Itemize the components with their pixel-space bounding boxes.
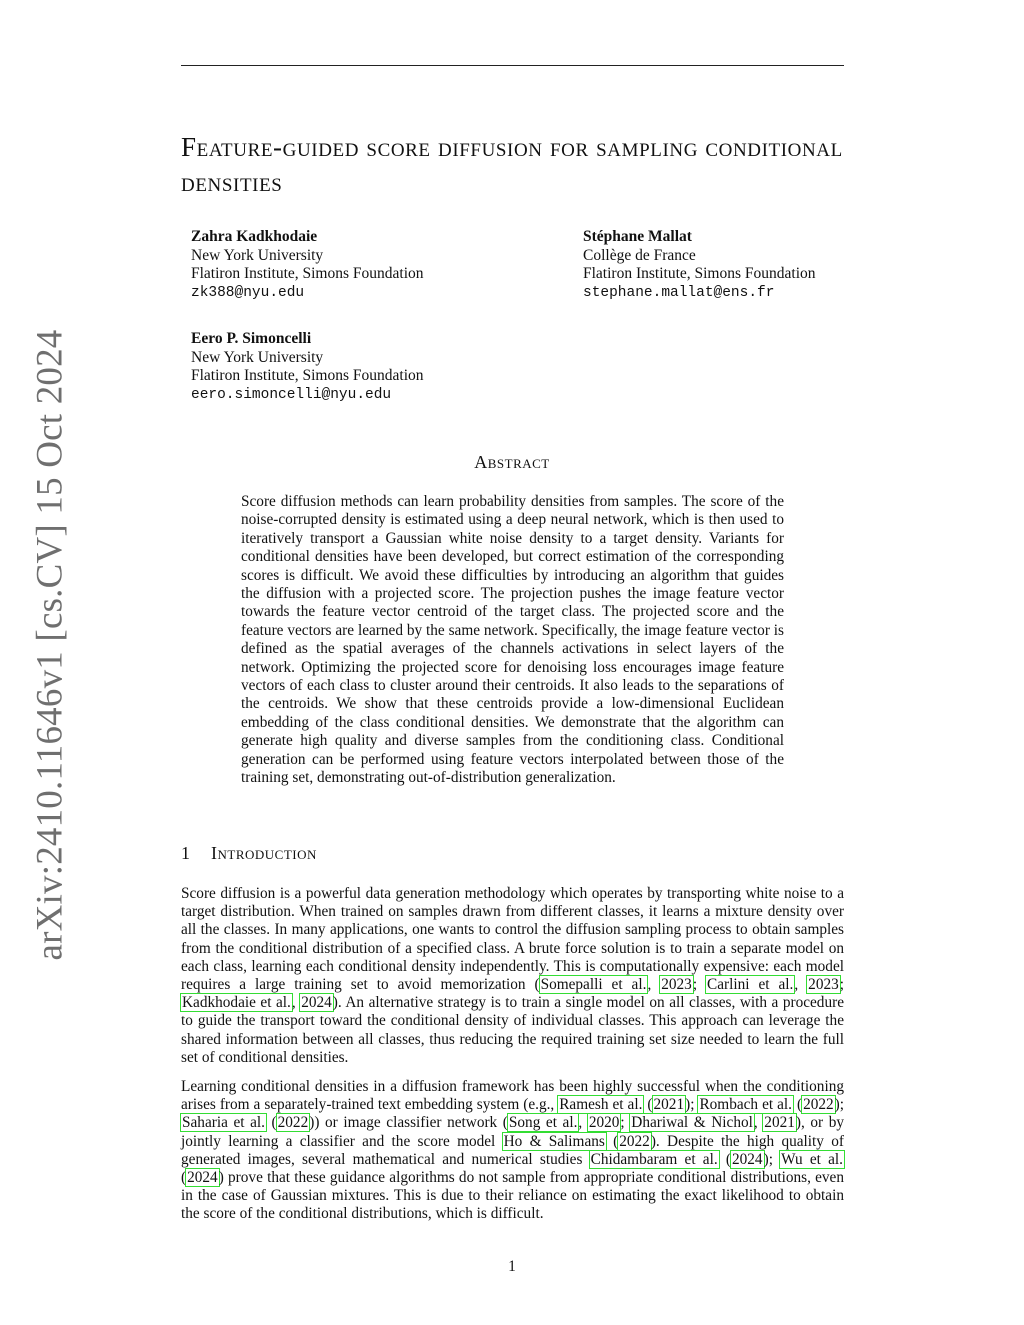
citation-link[interactable]: 2022 <box>803 1096 834 1114</box>
author-name: Stéphane Mallat <box>583 228 692 245</box>
citation-link[interactable]: 2022 <box>619 1132 650 1150</box>
citation-link[interactable]: 2023 <box>808 976 839 994</box>
para-text: Learning conditional densities in a diffusion framework has been highly successful when the conditioning arises from a separately-trained text embedding system (e.g., <box>181 1078 844 1114</box>
citation-link[interactable]: 2022 <box>277 1114 309 1132</box>
section-number: 1 <box>181 843 191 863</box>
para-text: ) or image classifier network ( <box>314 1114 508 1132</box>
section-title: Introduction <box>211 843 317 863</box>
para-text: ; <box>839 1096 845 1114</box>
para-text: ; <box>768 1150 781 1168</box>
top-rule <box>181 65 844 66</box>
page-number: 1 <box>508 1258 516 1275</box>
para-text: . Despite the high quality of generated images, several mathematical and numerical studies <box>181 1132 844 1168</box>
author-name: Eero P. Simoncelli <box>191 330 312 347</box>
para-text: ; <box>692 976 707 994</box>
citation-link[interactable]: 2021 <box>764 1114 795 1132</box>
para-text: ; <box>839 976 845 994</box>
citation-link[interactable]: Ho & Salimans <box>503 1132 605 1150</box>
author-email[interactable]: stephane.mallat@ens.fr <box>583 284 775 301</box>
author-block-3 <box>191 330 424 404</box>
citation-link[interactable]: 2023 <box>661 976 692 994</box>
para-text: ; <box>690 1096 699 1114</box>
author-name: Zahra Kadkhodaie <box>191 228 318 245</box>
intro-paragraph-2: Learning conditional densities in a diffusion framework has been highly successful when the conditioning arises from a separately-trained text embedding system (e.g., Ramesh et al. (2021); Rombach et al. (2022); Saharia et al. (2022)) or image classifier network (Song et al., 2020; Dhariwal & Nichol, 2021), or by jointly learning a classifier and the score model Ho & Salimans (2022). Despite the high quality of generated images, several mathematical and numerical studies Chidambaram et al. (2024); Wu et al. (2024) prove that these guidance algorithms do not sample from appropriate conditional distributions, even in the case of Gaussian mixtures. This is due to their reliance on estimating the exact likelihood to obtain the score of the conditional distributions, which is difficult. <box>181 1078 845 1223</box>
citation-link[interactable]: Chidambaram et al. <box>590 1150 718 1168</box>
citation-link[interactable]: Dhariwal & Nichol <box>631 1114 753 1132</box>
abstract-text: Score diffusion methods can learn probability densities from samples. The score of the noise-corrupted density is estimated using a deep neural network, which is then used to iteratively transport a Gaussian white noise density to a target density. Variants for conditional densities have been developed, but correct estimation of the corresponding scores is difficult. We avoid these difficulties by introducing an algorithm that guides the diffusion with a projected score. The projection pushes the image feature vector towards the feature vector centroid of the target class. The projected score and the feature vectors are learned by the same network. Specifically, the image feature vector is defined as the spatial averages of the channels activations in select layers of the network. Optimizing the projected score for denoising loss encourages image feature vectors of each class to cluster around their centroids. It also leads to the separations of the centroids. We show that these centroids provide a low-dimensional Euclidean embedding of the class conditional densities. We demonstrate that the algorithm can generate high quality and diverse samples from the conditioning class. Conditional generation can be performed using feature vectors interpolated between those of the training set, demonstrating out-of-distribution generalization. <box>241 493 784 787</box>
author-affiliation: New York University <box>191 348 324 366</box>
citation-link[interactable]: 2021 <box>653 1096 685 1114</box>
citation-link[interactable]: Saharia et al. <box>182 1114 265 1132</box>
author-email[interactable]: eero.simoncelli@nyu.edu <box>191 386 392 403</box>
author-affiliation: Flatiron Institute, Simons Foundation <box>191 265 424 282</box>
citation-link[interactable]: 2024 <box>301 994 332 1012</box>
arxiv-sidebar-stamp: arXiv:2410.11646v1 [cs.CV] 15 Oct 2024 <box>29 329 71 961</box>
author-affiliation: Flatiron Institute, Simons Foundation <box>191 367 424 384</box>
author-affiliation: Collège de France <box>583 246 696 264</box>
section-heading-introduction <box>181 843 317 864</box>
citation-link[interactable]: Rombach et al. <box>699 1096 792 1114</box>
citation-link[interactable]: Somepalli et al. <box>540 976 647 994</box>
citation-link[interactable]: 2020 <box>588 1114 620 1132</box>
author-affiliation: New York University <box>191 246 324 264</box>
citation-link[interactable]: Ramesh et al. <box>559 1096 643 1114</box>
intro-paragraph-1: Score diffusion is a powerful data generation methodology which operates by transporting white noise to a target distribution. When trained on samples drawn from different classes, it learns a mixture density over all the classes. In many applications, one wants to control the diffusion sampling process to obtain samples from the conditional distribution of a specified class. A brute force solution is to train a separate model on each class, learning each conditional density independently. This is computationally expensive: each model requires a large training set to avoid memorization (Somepalli et al., 2023; Carlini et al., 2023; Kadkhodaie et al., 2024). An alternative strategy is to train a single model on all classes, with a procedure to guide the transport toward the conditional density of individual classes. This approach can leverage the shared information between all classes, thus reducing the required training set size needed to learn the full set of conditional densities. <box>181 885 845 1066</box>
author-block-1 <box>191 228 424 302</box>
para-text: ), or by jointly learning a classifier and the score model <box>181 1114 845 1150</box>
para-text: ). An alternative strategy is to train a single model on all classes, with a procedure to guide the transport toward the conditional density of individual classes. This approach can leverage the shared information between all classes, thus reducing the required training set size needed to learn the full set of conditional densities. <box>181 994 844 1066</box>
abstract-heading: Abstract <box>474 452 550 472</box>
para-text: prove that these guidance algorithms do not sample from appropriate conditional distributions, even in the case of Gaussian mixtures. This is due to their reliance on estimating the exact likelihood to obtain the score of the conditional distributions, which is difficult. <box>181 1169 844 1223</box>
citation-link[interactable]: Kadkhodaie et al. <box>182 994 291 1012</box>
citation-link[interactable]: 2024 <box>731 1150 763 1168</box>
citation-link[interactable]: Wu et al. <box>781 1150 844 1168</box>
citation-link[interactable]: Song et al. <box>508 1114 578 1132</box>
citation-link[interactable]: 2024 <box>187 1169 218 1187</box>
para-text: Score diffusion is a powerful data generation methodology which operates by transporting white noise to a target distribution. When trained on samples drawn from different classes, it learns a mixture density over all the classes. In many applications, one wants to control the diffusion sampling process to obtain samples from the conditional distribution of a specified class. A brute force solution is to train a separate model on each class, learning each conditional density independently. This is computationally expensive: each model requires a large training set to avoid memorization ( <box>181 885 844 994</box>
paper-title: Feature-guided score diffusion for sampling conditional densities <box>181 132 843 197</box>
author-email[interactable]: zk388@nyu.edu <box>191 284 305 301</box>
author-block-2 <box>583 228 816 302</box>
author-affiliation: Flatiron Institute, Simons Foundation <box>583 265 816 282</box>
para-text: ; <box>620 1114 631 1132</box>
citation-link[interactable]: Carlini et al. <box>707 976 794 994</box>
